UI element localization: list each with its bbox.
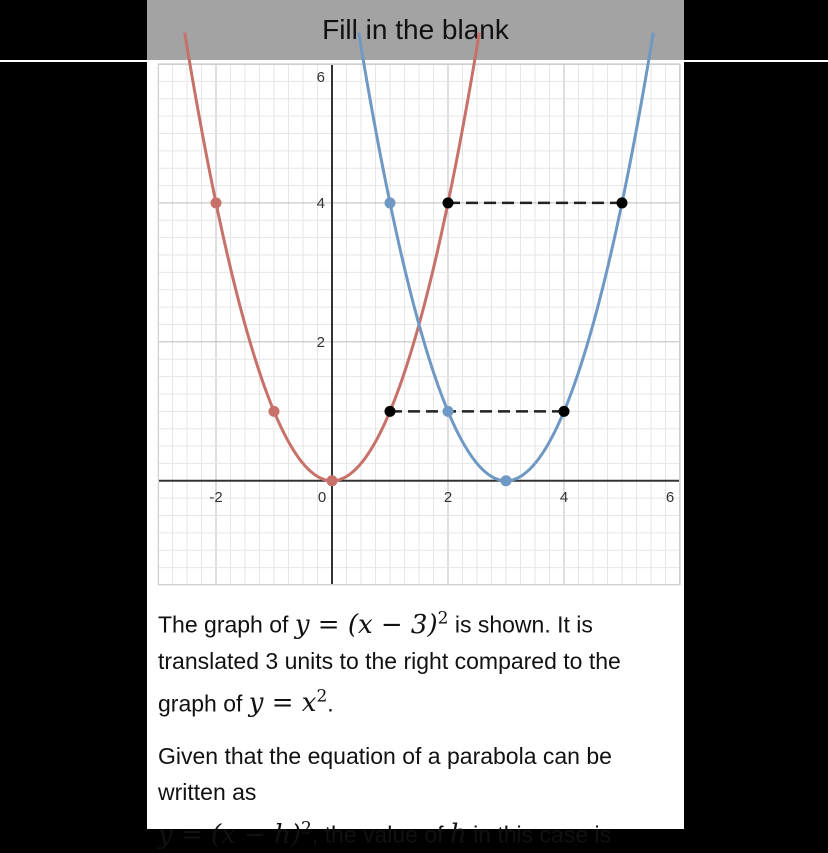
- p1-text-end: .: [327, 690, 334, 717]
- black-point: [385, 406, 396, 417]
- page-title-text: Fill in the blank: [322, 14, 509, 45]
- p2-text-3: in this case is: [466, 821, 612, 848]
- x-tick-label: 4: [559, 488, 569, 506]
- question-paragraph-1: [158, 600, 658, 721]
- p2-variable-h: h: [449, 819, 467, 850]
- red-point: [327, 475, 338, 486]
- p2-equation-1-exponent: 2: [301, 818, 312, 838]
- question-paragraph-2: [158, 738, 658, 853]
- p2-equation-1-base: y = (x − h): [158, 819, 302, 850]
- black-point: [617, 197, 628, 208]
- p1-equation-1-exponent: 2: [437, 608, 449, 628]
- question-panel: [147, 60, 684, 850]
- blue-point: [385, 197, 396, 208]
- black-point: [559, 406, 570, 417]
- p1-text-1: The graph of: [158, 611, 295, 638]
- red-point: [211, 197, 222, 208]
- y-tick-label: 4: [316, 194, 325, 212]
- p1-equation-2-base: y = x: [248, 688, 317, 719]
- blue-point: [443, 406, 454, 417]
- parabola-graph: [158, 64, 680, 585]
- p1-equation-2-exponent: 2: [316, 686, 328, 707]
- x-tick-label: 0: [317, 488, 327, 506]
- p2-text-2: , the value of: [311, 821, 450, 848]
- blue-point: [501, 475, 512, 486]
- p2-text-1: Given that the equation of a parabola can be written as: [158, 743, 612, 805]
- p1-equation-1: [295, 610, 449, 640]
- y-tick-label: 6: [316, 69, 325, 86]
- red-point: [269, 406, 280, 417]
- x-tick-label: 6: [665, 488, 675, 506]
- y-tick-label: 2: [316, 333, 325, 351]
- p1-equation-2: [249, 688, 328, 718]
- page-title: [147, 0, 684, 60]
- x-tick-label: 2: [443, 488, 453, 506]
- black-point: [443, 197, 454, 208]
- p2-equation-1: [158, 820, 312, 850]
- p1-equation-1-base: y = (x − 3): [294, 609, 438, 640]
- x-tick-label: -2: [209, 488, 223, 506]
- p1-text-2: is shown. It is translated 3 units to the right compared to the graph of: [158, 611, 621, 717]
